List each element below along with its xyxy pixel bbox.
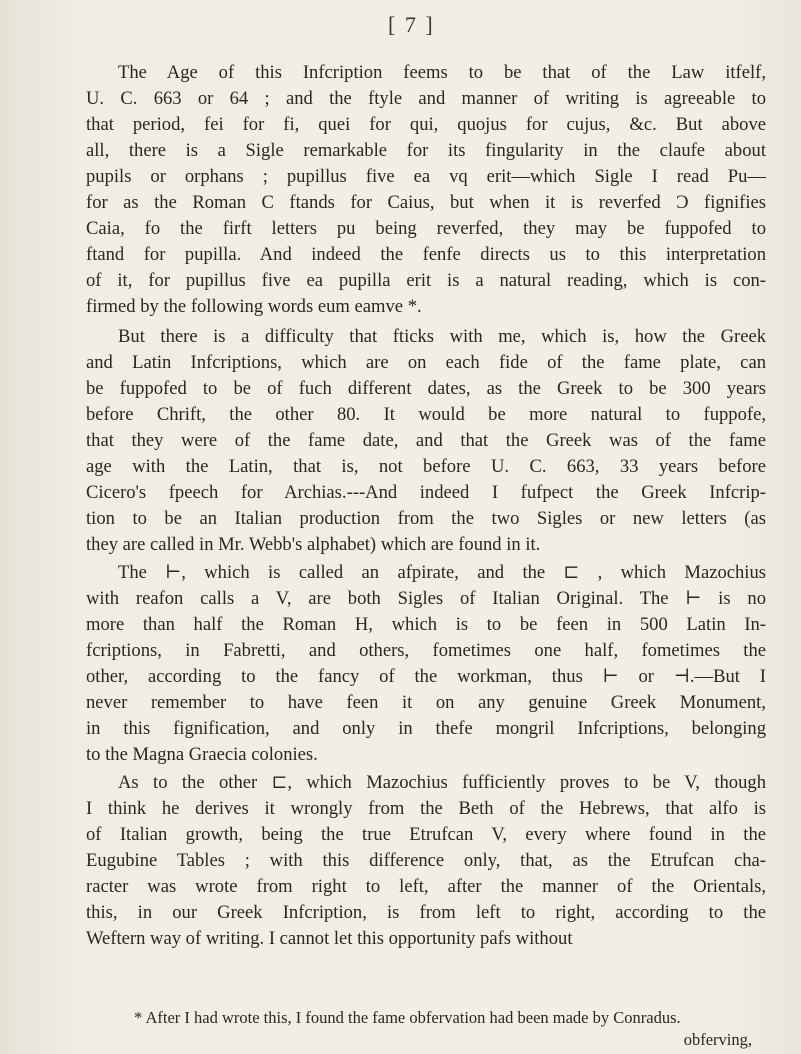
text-line: Eugubine Tables ; with this difference only, that, as the Etrufcan cha- (86, 850, 766, 871)
text-line: The ⊢, which is called an afpirate, and the ⊏ , which Mazochius (118, 562, 766, 583)
text-line: in this fignification, and only in thefe mongril Infcriptions, belonging (86, 718, 766, 739)
text-line: never remember to have feen it on any genuine Greek Monument, (86, 692, 766, 713)
paragraph-1 (86, 60, 766, 320)
text-line: other, according to the fancy of the workman, thus ⊢ or ⊣.—But I (86, 666, 766, 687)
text-line: to the Magna Graecia colonies. (86, 744, 318, 765)
text-line: and Latin Infcriptions, which are on each fide of the fame plate, can (86, 352, 766, 373)
text-line: Weftern way of writing. I cannot let this opportunity pafs without (86, 928, 573, 949)
text-line: they are called in Mr. Webb's alphabet) which are found in it. (86, 534, 541, 555)
text-line: But there is a difficulty that fticks with me, which is, how the Greek (118, 326, 766, 347)
text-line: tion to be an Italian production from the two Sigles or new letters (as (86, 508, 766, 529)
page-number: [ 7 ] (388, 12, 435, 37)
footnote (86, 1007, 766, 1051)
paragraph-3 (86, 560, 766, 768)
text-line: before Chrift, the other 80. It would be more natural to fuppofe, (86, 404, 766, 425)
text-line: Caia, fo the firft letters pu being reverfed, they may be fuppofed to (86, 218, 766, 239)
text-line: that they were of the fame date, and that the Greek was of the fame (86, 430, 766, 451)
text-line: of it, for pupillus five ea pupilla erit is a natural reading, which is con- (86, 270, 766, 291)
text-line: Cicero's fpeech for Archias.---And indeed I fufpect the Greek Infcrip- (86, 482, 766, 503)
text-line: ftand for pupilla. And indeed the fenfe directs us to this interpretation (86, 244, 766, 265)
text-line: all, there is a Sigle remarkable for its fingularity in the claufe about (86, 140, 766, 161)
text-line: fcriptions, in Fabretti, and others, fometimes one half, fometimes the (86, 640, 766, 661)
text-line: pupils or orphans ; pupillus five ea vq erit—which Sigle I read Pu— (86, 166, 766, 187)
text-line: with reafon calls a V, are both Sigles of Italian Original. The ⊢ is no (86, 588, 766, 609)
text-line: be fuppofed to be of fuch different dates, as the Greek to be 300 years (86, 378, 766, 399)
footnote-text: * After I had wrote this, I found the fame obfervation had been made by Conradus. (134, 1008, 681, 1027)
text-line: age with the Latin, that is, not before U. C. 663, 33 years before (86, 456, 766, 477)
text-line: of Italian growth, being the true Etrufcan V, every where found in the (86, 824, 766, 845)
text-line: firmed by the following words eum eamve *. (86, 296, 422, 317)
text-line: I think he derives it wrongly from the Beth of the Hebrews, that alfo is (86, 798, 766, 819)
text-line: U. C. 663 or 64 ; and the ftyle and manner of writing is agreeable to (86, 88, 766, 109)
text-line: more than half the Roman H, which is to be feen in 500 Latin In- (86, 614, 766, 635)
text-line: that period, fei for fi, quei for qui, quojus for cujus, &c. But above (86, 114, 766, 135)
text-line: The Age of this Infcription feems to be that of the Law itfelf, (118, 62, 766, 83)
text-line: this, in our Greek Infcription, is from left to right, according to the (86, 902, 766, 923)
text-line: for as the Roman C ftands for Caius, but when it is reverfed Ɔ fignifies (86, 192, 766, 213)
paragraph-4 (86, 770, 766, 952)
paragraph-2 (86, 324, 766, 558)
text-line: racter was wrote from right to left, after the manner of the Orientals, (86, 876, 766, 897)
catchword: obferving, (683, 1030, 752, 1049)
text-line: As to the other ⊏, which Mazochius fufficiently proves to be V, though (118, 772, 766, 793)
